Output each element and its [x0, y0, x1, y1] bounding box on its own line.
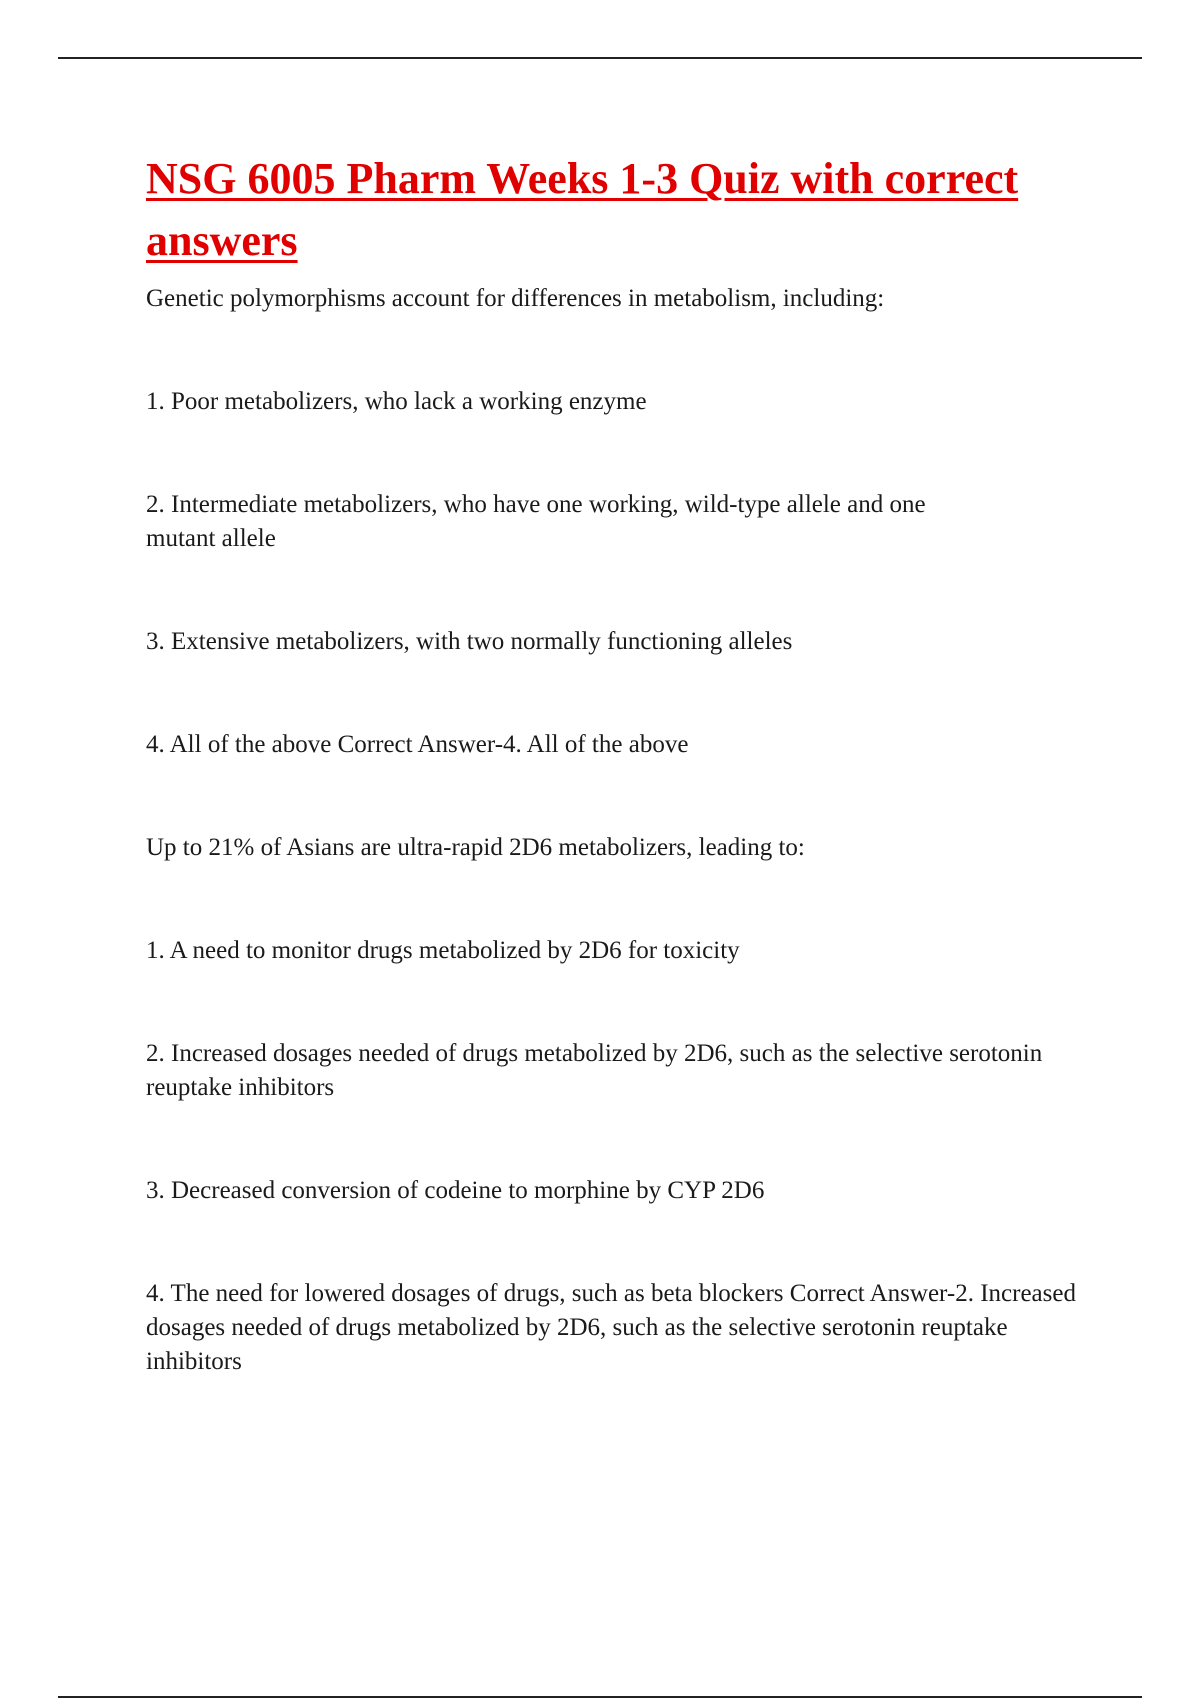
question-2-option-4-with-answer: 4. The need for lowered dosages of drugs, such as beta blockers Correct Answer-2. Increased dosages needed of drugs metabolized by 2D6, such as the selective serotonin reuptake inhibitors [146, 1280, 1076, 1375]
question-2-option-1: 1. A need to monitor drugs metabolized by 2D6 for toxicity [146, 937, 740, 964]
document-title: NSG 6005 Pharm Weeks 1-3 Quiz with correct answers [146, 154, 1019, 265]
question-1-option-2: 2. Intermediate metabolizers, who have one working, wild-type allele and one mutant allele [146, 491, 926, 552]
question-1-prompt: Genetic polymorphisms account for differences in metabolism, including: [146, 285, 885, 312]
question-1-option-1: 1. Poor metabolizers, who lack a working enzyme [146, 388, 647, 415]
top-divider [58, 57, 1142, 59]
question-2-option-3: 3. Decreased conversion of codeine to morphine by CYP 2D6 [146, 1177, 765, 1204]
document-body [146, 148, 1096, 1379]
question-2-option-2: 2. Increased dosages needed of drugs metabolized by 2D6, such as the selective serotonin reuptake inhibitors [146, 1040, 1043, 1101]
bottom-divider [58, 1696, 1142, 1698]
question-1-option-3: 3. Extensive metabolizers, with two normally functioning alleles [146, 628, 793, 655]
question-1-option-4-with-answer: 4. All of the above Correct Answer-4. All of the above [146, 731, 689, 758]
question-2-prompt: Up to 21% of Asians are ultra-rapid 2D6 metabolizers, leading to: [146, 834, 805, 861]
